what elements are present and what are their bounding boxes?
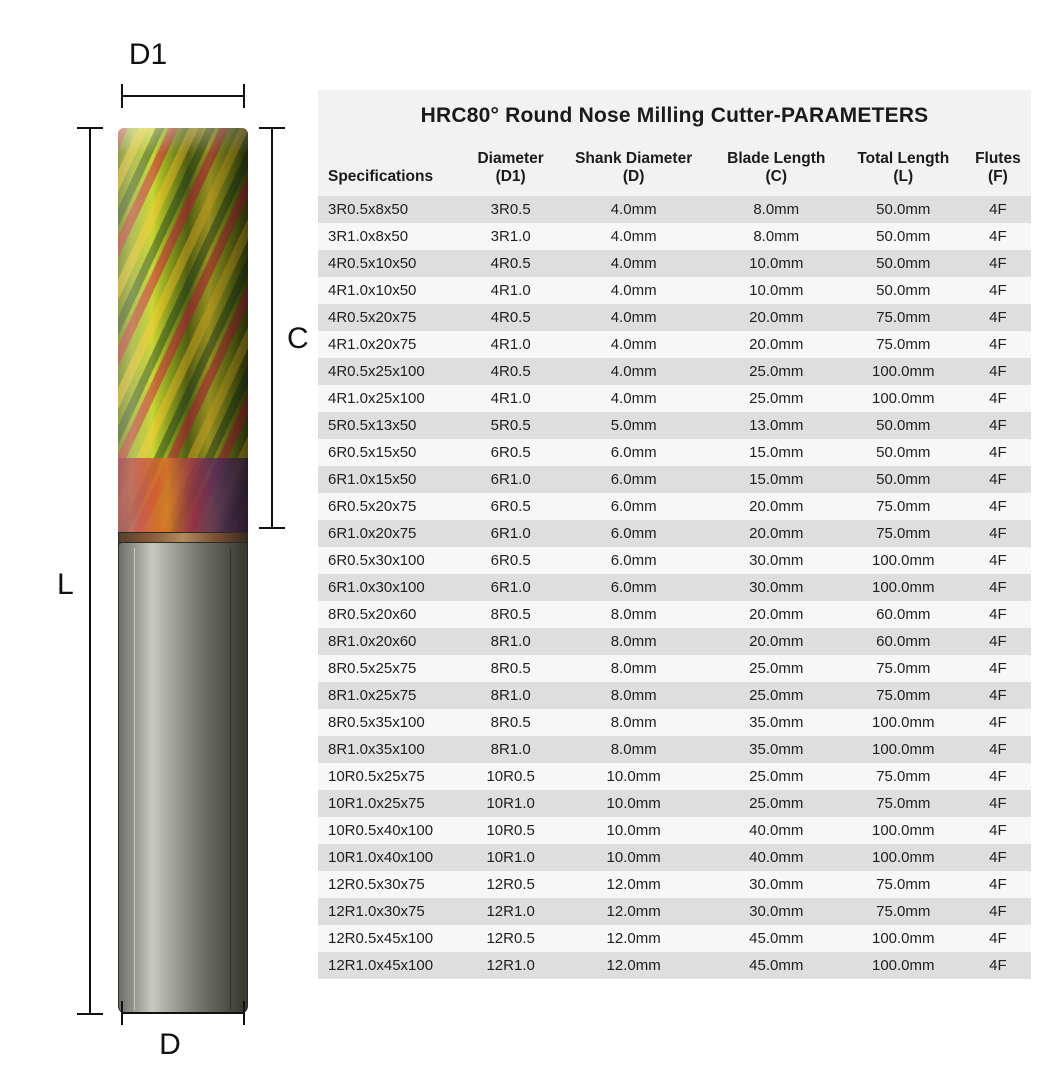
cell-value: 4F <box>989 551 1007 569</box>
table-row <box>318 250 1031 277</box>
cell-value: 6.0mm <box>610 443 657 461</box>
cell-value: 4F <box>989 389 1007 407</box>
column-header-total-length <box>842 142 965 196</box>
table-row <box>318 385 1031 412</box>
cell-value: 5.0mm <box>610 416 657 434</box>
cell-value: 4F <box>989 713 1007 731</box>
table-row <box>318 358 1031 385</box>
cell-value: 8.0mm <box>610 632 657 650</box>
cell-value: 4F <box>989 416 1007 434</box>
cell-value: 20.0mm <box>749 497 804 515</box>
column-header-shank-diameter <box>556 142 710 196</box>
table-row <box>318 844 1031 871</box>
cell-value: 20.0mm <box>749 335 804 353</box>
cell-value: 4F <box>989 308 1007 326</box>
cell-value: 30.0mm <box>749 902 804 920</box>
table-title: HRC80° Round Nose Milling Cutter-PARAMETERS <box>318 90 1031 142</box>
table-row <box>318 196 1031 223</box>
cell-value: 30.0mm <box>749 875 804 893</box>
cell-value: 100.0mm <box>871 821 935 839</box>
table-row <box>318 547 1031 574</box>
cell-value: 4F <box>989 227 1007 245</box>
cell-value: 4.0mm <box>610 308 657 326</box>
cell-specification: 3R0.5x8x50 <box>328 200 409 218</box>
cell-value: 4F <box>989 524 1007 542</box>
cell-specification: 6R1.0x30x100 <box>328 578 425 596</box>
table-row <box>318 574 1031 601</box>
cell-value: 6.0mm <box>610 497 657 515</box>
cutter-coating-gradient <box>118 458 248 540</box>
cell-value: 75.0mm <box>876 659 931 677</box>
cell-value: 8R1.0 <box>490 740 531 758</box>
cell-value: 8.0mm <box>610 659 657 677</box>
cell-specification: 4R0.5x25x100 <box>328 362 425 380</box>
cell-value: 100.0mm <box>871 389 935 407</box>
cell-specification: 5R0.5x13x50 <box>328 416 417 434</box>
cell-value: 3R0.5 <box>490 200 531 218</box>
cell-value: 10.0mm <box>606 767 661 785</box>
cell-value: 5R0.5 <box>490 416 531 434</box>
cell-specification: 8R1.0x35x100 <box>328 740 425 758</box>
cell-value: 4F <box>989 848 1007 866</box>
cell-value: 4.0mm <box>610 389 657 407</box>
cell-value: 50.0mm <box>876 254 931 272</box>
cell-value: 12.0mm <box>606 929 661 947</box>
cell-value: 10R0.5 <box>486 821 535 839</box>
table-row <box>318 871 1031 898</box>
table-row <box>318 682 1031 709</box>
cell-value: 75.0mm <box>876 524 931 542</box>
cell-value: 100.0mm <box>871 848 935 866</box>
cell-value: 12.0mm <box>606 956 661 974</box>
cell-value: 4F <box>989 497 1007 515</box>
cell-value: 4F <box>989 254 1007 272</box>
cell-value: 4R0.5 <box>490 254 531 272</box>
cell-value: 6R0.5 <box>490 443 531 461</box>
cell-value: 75.0mm <box>876 497 931 515</box>
cell-value: 8R0.5 <box>490 713 531 731</box>
cell-value: 6.0mm <box>610 551 657 569</box>
column-header-diameter <box>465 142 557 196</box>
cell-value: 100.0mm <box>871 956 935 974</box>
cell-specification: 4R0.5x20x75 <box>328 308 417 326</box>
cell-value: 4R0.5 <box>490 362 531 380</box>
cell-value: 12R1.0 <box>486 902 535 920</box>
cell-value: 4F <box>989 956 1007 974</box>
cell-value: 4F <box>989 686 1007 704</box>
cell-value: 12R0.5 <box>486 875 535 893</box>
cell-specification: 4R0.5x10x50 <box>328 254 417 272</box>
table-row <box>318 655 1031 682</box>
cutter-shank <box>118 542 248 1014</box>
cell-value: 4F <box>989 632 1007 650</box>
cell-value: 4F <box>989 605 1007 623</box>
column-header-blade-length-line2: (C) <box>765 167 788 185</box>
cell-specification: 10R0.5x25x75 <box>328 767 425 785</box>
milling-cutter-illustration <box>118 128 248 1014</box>
cell-value: 8.0mm <box>610 740 657 758</box>
cell-value: 6.0mm <box>610 578 657 596</box>
cell-value: 4R1.0 <box>490 281 531 299</box>
cutter-diagram <box>0 0 310 1066</box>
dimension-tick-c-top <box>259 127 285 129</box>
table-row <box>318 439 1031 466</box>
cell-value: 35.0mm <box>749 740 804 758</box>
table-row <box>318 223 1031 250</box>
cell-value: 75.0mm <box>876 335 931 353</box>
column-header-total-length-line1: Total Length <box>857 150 950 167</box>
cell-value: 25.0mm <box>749 362 804 380</box>
cell-value: 4.0mm <box>610 227 657 245</box>
cell-value: 8.0mm <box>753 227 800 245</box>
dimension-label-d: D <box>159 1028 181 1061</box>
cell-value: 4F <box>989 659 1007 677</box>
column-header-flutes <box>965 142 1031 196</box>
cell-specification: 10R1.0x25x75 <box>328 794 425 812</box>
cell-value: 75.0mm <box>876 308 931 326</box>
cell-value: 60.0mm <box>876 632 931 650</box>
dimension-tick-d-right <box>243 1001 245 1025</box>
cell-specification: 4R1.0x20x75 <box>328 335 417 353</box>
cell-value: 30.0mm <box>749 578 804 596</box>
cell-specification: 6R0.5x15x50 <box>328 443 417 461</box>
column-header-shank-diameter-line2: (D) <box>622 167 645 185</box>
cell-value: 4.0mm <box>610 254 657 272</box>
cell-value: 4F <box>989 929 1007 947</box>
cell-value: 20.0mm <box>749 524 804 542</box>
cell-value: 75.0mm <box>876 902 931 920</box>
cutter-flutes <box>118 128 248 540</box>
cell-value: 4.0mm <box>610 281 657 299</box>
cell-value: 10R1.0 <box>486 848 535 866</box>
cell-value: 4F <box>989 578 1007 596</box>
cell-specification: 10R0.5x40x100 <box>328 821 434 839</box>
cell-value: 6R1.0 <box>490 470 531 488</box>
cell-value: 25.0mm <box>749 767 804 785</box>
table-row <box>318 790 1031 817</box>
parameters-table-wrapper <box>318 90 1031 979</box>
cell-specification: 6R1.0x15x50 <box>328 470 417 488</box>
table-row <box>318 277 1031 304</box>
cell-specification: 8R1.0x25x75 <box>328 686 417 704</box>
cell-value: 20.0mm <box>749 308 804 326</box>
dimension-tick-c-bottom <box>259 527 285 529</box>
table-header-row <box>318 142 1031 196</box>
cell-value: 8.0mm <box>610 605 657 623</box>
cell-value: 4F <box>989 200 1007 218</box>
cell-value: 6R1.0 <box>490 578 531 596</box>
cell-specification: 10R1.0x40x100 <box>328 848 434 866</box>
cell-specification: 8R1.0x20x60 <box>328 632 417 650</box>
cell-value: 8.0mm <box>610 713 657 731</box>
cell-value: 50.0mm <box>876 470 931 488</box>
cell-specification: 6R0.5x20x75 <box>328 497 417 515</box>
column-header-specifications-line1: Specifications <box>328 167 434 185</box>
cell-specification: 12R0.5x45x100 <box>328 929 434 947</box>
cell-value: 50.0mm <box>876 200 931 218</box>
cell-value: 45.0mm <box>749 929 804 947</box>
cell-value: 100.0mm <box>871 740 935 758</box>
cell-value: 8R0.5 <box>490 605 531 623</box>
dimension-label-d1: D1 <box>128 38 168 71</box>
cell-value: 75.0mm <box>876 686 931 704</box>
table-row <box>318 520 1031 547</box>
cell-value: 75.0mm <box>876 794 931 812</box>
cell-value: 12R1.0 <box>486 956 535 974</box>
dimension-tick-d1-left <box>121 84 123 108</box>
table-row <box>318 736 1031 763</box>
dimension-line-c <box>271 128 273 528</box>
column-header-total-length-line2: (L) <box>893 167 914 185</box>
cell-value: 12.0mm <box>606 902 661 920</box>
table-body <box>318 196 1031 979</box>
column-header-diameter-line1: Diameter <box>477 150 544 167</box>
cell-value: 100.0mm <box>871 929 935 947</box>
dimension-label-c: C <box>287 322 309 355</box>
cell-value: 4F <box>989 443 1007 461</box>
cell-specification: 4R1.0x25x100 <box>328 389 425 407</box>
cell-specification: 8R0.5x25x75 <box>328 659 417 677</box>
cell-value: 4F <box>989 281 1007 299</box>
dimension-tick-d-left <box>121 1001 123 1025</box>
cell-value: 30.0mm <box>749 551 804 569</box>
cell-specification: 6R0.5x30x100 <box>328 551 425 569</box>
cell-value: 4.0mm <box>610 200 657 218</box>
table-row <box>318 898 1031 925</box>
cell-value: 10.0mm <box>606 848 661 866</box>
cell-value: 4F <box>989 821 1007 839</box>
table-row <box>318 763 1031 790</box>
table-row <box>318 304 1031 331</box>
cell-value: 25.0mm <box>749 659 804 677</box>
cell-specification: 3R1.0x8x50 <box>328 227 409 245</box>
cell-value: 4F <box>989 875 1007 893</box>
cell-value: 15.0mm <box>749 443 804 461</box>
dimension-line-l <box>89 128 91 1014</box>
cell-value: 4F <box>989 470 1007 488</box>
table-row <box>318 331 1031 358</box>
dimension-line-d1 <box>121 95 245 97</box>
cell-value: 4R0.5 <box>490 308 531 326</box>
cell-value: 15.0mm <box>749 470 804 488</box>
dimension-tick-d1-right <box>243 84 245 108</box>
cell-value: 12R0.5 <box>486 929 535 947</box>
parameters-table <box>318 90 1031 979</box>
column-header-shank-diameter-line1: Shank Diameter <box>575 150 693 167</box>
cell-value: 4R1.0 <box>490 335 531 353</box>
cell-value: 6.0mm <box>610 524 657 542</box>
cell-value: 25.0mm <box>749 686 804 704</box>
column-header-flutes-line1: Flutes <box>975 150 1021 167</box>
cell-value: 4F <box>989 335 1007 353</box>
cell-value: 100.0mm <box>871 362 935 380</box>
cell-value: 8.0mm <box>610 686 657 704</box>
cell-value: 60.0mm <box>876 605 931 623</box>
cell-value: 6R0.5 <box>490 551 531 569</box>
cell-value: 4F <box>989 794 1007 812</box>
cell-value: 4R1.0 <box>490 389 531 407</box>
cell-value: 4.0mm <box>610 335 657 353</box>
cell-value: 8R0.5 <box>490 659 531 677</box>
cell-value: 75.0mm <box>876 875 931 893</box>
table-head <box>318 142 1031 196</box>
cell-value: 35.0mm <box>749 713 804 731</box>
cell-value: 50.0mm <box>876 227 931 245</box>
table-row <box>318 493 1031 520</box>
cell-value: 10.0mm <box>749 281 804 299</box>
dimension-tick-l-bottom <box>77 1013 103 1015</box>
cell-specification: 12R1.0x45x100 <box>328 956 434 974</box>
cell-specification: 8R0.5x35x100 <box>328 713 425 731</box>
cell-value: 4F <box>989 740 1007 758</box>
cell-value: 6.0mm <box>610 470 657 488</box>
cell-value: 20.0mm <box>749 632 804 650</box>
cell-value: 10R0.5 <box>486 767 535 785</box>
cell-value: 50.0mm <box>876 443 931 461</box>
cutter-tip-edge <box>118 128 248 154</box>
dimension-line-d <box>121 1012 245 1014</box>
cell-value: 6R0.5 <box>490 497 531 515</box>
cell-specification: 6R1.0x20x75 <box>328 524 417 542</box>
cell-value: 10.0mm <box>749 254 804 272</box>
table-row <box>318 601 1031 628</box>
cell-specification: 12R1.0x30x75 <box>328 902 425 920</box>
table-row <box>318 466 1031 493</box>
column-header-blade-length <box>711 142 842 196</box>
cell-value: 4.0mm <box>610 362 657 380</box>
cell-value: 8R1.0 <box>490 686 531 704</box>
cell-value: 10.0mm <box>606 821 661 839</box>
table-row <box>318 925 1031 952</box>
cell-value: 3R1.0 <box>490 227 531 245</box>
shank-highlight-right <box>230 548 231 1010</box>
column-header-diameter-line2: (D1) <box>495 167 526 185</box>
cell-specification: 12R0.5x30x75 <box>328 875 425 893</box>
cell-value: 12.0mm <box>606 875 661 893</box>
cell-value: 4F <box>989 362 1007 380</box>
cell-value: 4F <box>989 902 1007 920</box>
cell-value: 75.0mm <box>876 767 931 785</box>
table-row <box>318 628 1031 655</box>
cell-value: 25.0mm <box>749 794 804 812</box>
cell-value: 10.0mm <box>606 794 661 812</box>
cell-value: 4F <box>989 767 1007 785</box>
cell-value: 6R1.0 <box>490 524 531 542</box>
cell-value: 40.0mm <box>749 821 804 839</box>
table-row <box>318 412 1031 439</box>
cell-value: 10R1.0 <box>486 794 535 812</box>
cell-value: 100.0mm <box>871 551 935 569</box>
cell-value: 40.0mm <box>749 848 804 866</box>
table-row <box>318 952 1031 979</box>
table-row <box>318 709 1031 736</box>
column-header-specifications <box>318 142 465 196</box>
column-header-blade-length-line1: Blade Length <box>727 150 826 167</box>
cell-value: 8.0mm <box>753 200 800 218</box>
column-header-flutes-line2: (F) <box>988 167 1008 185</box>
cell-specification: 4R1.0x10x50 <box>328 281 417 299</box>
cell-specification: 8R0.5x20x60 <box>328 605 417 623</box>
cell-value: 8R1.0 <box>490 632 531 650</box>
cell-value: 45.0mm <box>749 956 804 974</box>
cell-value: 100.0mm <box>871 713 935 731</box>
cell-value: 13.0mm <box>749 416 804 434</box>
cell-value: 50.0mm <box>876 416 931 434</box>
cell-value: 50.0mm <box>876 281 931 299</box>
cell-value: 100.0mm <box>871 578 935 596</box>
shank-highlight-left <box>134 548 135 1010</box>
cell-value: 20.0mm <box>749 605 804 623</box>
cell-value: 25.0mm <box>749 389 804 407</box>
dimension-tick-l-top <box>77 127 103 129</box>
table-row <box>318 817 1031 844</box>
dimension-label-l: L <box>57 568 74 601</box>
